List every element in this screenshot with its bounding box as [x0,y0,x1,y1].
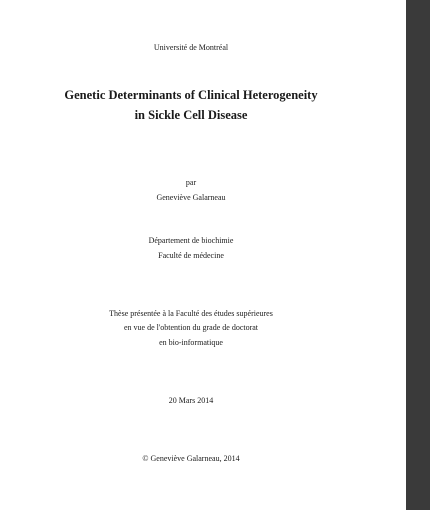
thesis-title-line-1: Genetic Determinants of Clinical Heterogeneity [64,88,318,102]
thesis-statement-line-3: en bio-informatique [159,338,223,347]
by-label: par [185,178,197,187]
faculty-name: Faculté de médecine [158,251,224,260]
thesis-statement-line-1: Thèse présentée à la Faculté des études supérieures [109,309,273,318]
copyright-notice: © Geneviève Galarneau, 2014 [142,454,240,463]
thesis-date: 20 Mars 2014 [168,396,214,405]
department-name: Département de biochimie [148,236,234,245]
thesis-title-line-2: in Sickle Cell Disease [134,108,248,122]
viewer-side-panel [406,0,430,510]
thesis-statement-line-2: en vue de l'obtention du grade de doctorat [123,323,259,332]
author-name: Geneviève Galarneau [156,193,226,202]
university-name: Université de Montréal [153,43,229,52]
